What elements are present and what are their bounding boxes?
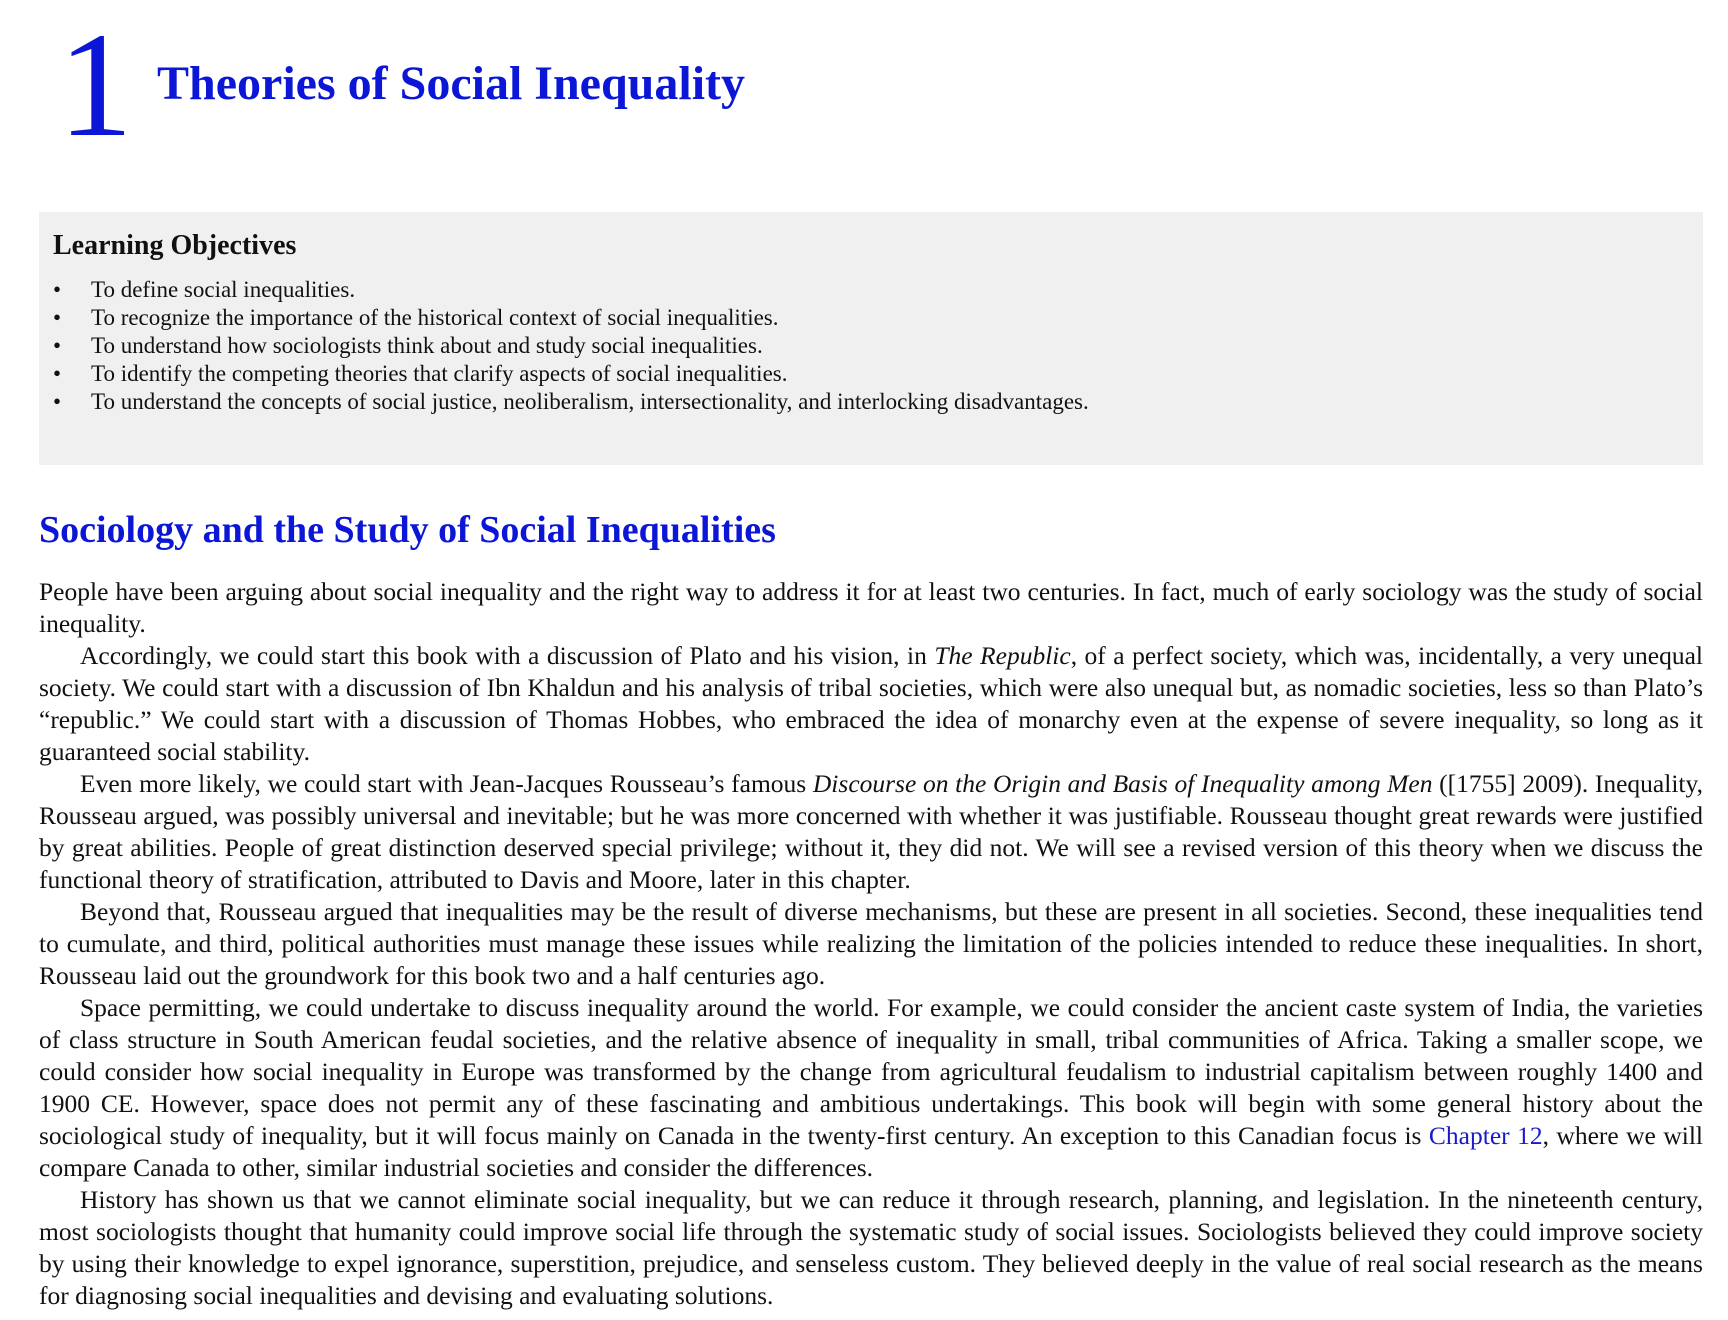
section-heading: Sociology and the Study of Social Inequalities (39, 509, 776, 551)
paragraph-5-text-end: , where we will compare Canada to other, similar industrial societies and consider the differences. (39, 1121, 1703, 1182)
book-title-discourse: Discourse on the Origin and Basis of Inequality among Men (812, 769, 1433, 798)
paragraph-3-text-end: ([1755] 2009). Inequality, Rousseau argued, was possibly universal and inevitable; but he was more concerned with whether it was justifiable. Rousseau thought great rewards were justified by great abilities. People of great distinction deserved special privilege; without it, they did not. We will see a revised version of this theory when we discuss the functional theory of stratification, attributed to Davis and Moore, later in this chapter. (39, 769, 1703, 894)
objective-item: • To define social inequalities. (53, 276, 1689, 304)
paragraph-5 (39, 992, 1703, 1184)
paragraph-1: People have been arguing about social inequality and the right way to address it for at least two centuries. In fact, much of early sociology was the study of social inequality. (39, 577, 1703, 638)
objective-item: • To understand how sociologists think about and study social inequalities. (53, 332, 1689, 360)
objective-item: • To identify the competing theories that clarify aspects of social inequalities. (53, 360, 1689, 388)
learning-objectives-box (39, 212, 1703, 465)
paragraph-6: History has shown us that we cannot eliminate social inequality, but we can reduce it through research, planning, and legislation. In the nineteenth century, most sociologists thought that humanity could improve social life through the systematic study of social issues. Sociologists believed they could improve society by using their knowledge to expel ignorance, superstition, prejudice, and senseless custom. They believed deeply in the value of real social research as the means for diagnosing social inequalities and devising and evaluating solutions. (39, 1185, 1703, 1310)
paragraph-2-text-start: Accordingly, we could start this book with a discussion of Plato and his vision, in (80, 641, 935, 670)
paragraph-2-text-end: , of a perfect society, which was, incidentally, a very unequal society. We could start with a discussion of Ibn Khaldun and his analysis of tribal societies, which were also unequal but, as nomadic societies, less so than Plato’s “republic.” We could start with a discussion of Thomas Hobbes, who embraced the idea of monarchy even at the expense of severe inequality, so long as it guaranteed social stability. (39, 641, 1703, 766)
paragraph-2 (39, 640, 1703, 768)
chapter-number: 1 (58, 2, 129, 168)
chapter-title: Theories of Social Inequality (157, 57, 746, 110)
paragraph-5-text-start: Space permitting, we could undertake to discuss inequality around the world. For example, we could consider the ancient caste system of India, the varieties of class structure in South American feudal societies, and the relative absence of inequality in small, tribal communities of Africa. Taking a smaller scope, we could consider how social inequality in Europe was transformed by the change from agricultural feudalism to industrial capitalism between roughly 1400 and 1900 CE. However, space does not permit any of these fascinating and ambitious undertakings. This book will begin with some general history about the sociological study of inequality, but it will focus mainly on Canada in the twenty-first century. An exception to this Canadian focus is (39, 993, 1703, 1150)
book-title-the-republic: The Republic (934, 641, 1071, 670)
paragraph-4: Beyond that, Rousseau argued that inequalities may be the result of diverse mechanisms, but these are present in all societies. Second, these inequalities tend to cumulate, and third, political authorities must manage these issues while realizing the limitation of the policies intended to reduce these inequalities. In short, Rousseau laid out the groundwork for this book two and a half centuries ago. (39, 897, 1703, 990)
learning-objectives-heading: Learning Objectives (53, 230, 297, 261)
objective-item: • To understand the concepts of social justice, neoliberalism, intersectionality, and interlocking disadvantages. (53, 388, 1689, 416)
chapter-header (58, 2, 746, 168)
chapter-12-link[interactable]: Chapter 12 (1428, 1121, 1543, 1150)
paragraph-3-text-start: Even more likely, we could start with Jean-Jacques Rousseau’s famous (80, 769, 813, 798)
learning-objectives-list (53, 276, 1689, 416)
paragraph-3 (39, 768, 1703, 896)
body-text (39, 576, 1703, 1320)
objective-item: • To recognize the importance of the historical context of social inequalities. (53, 304, 1689, 332)
